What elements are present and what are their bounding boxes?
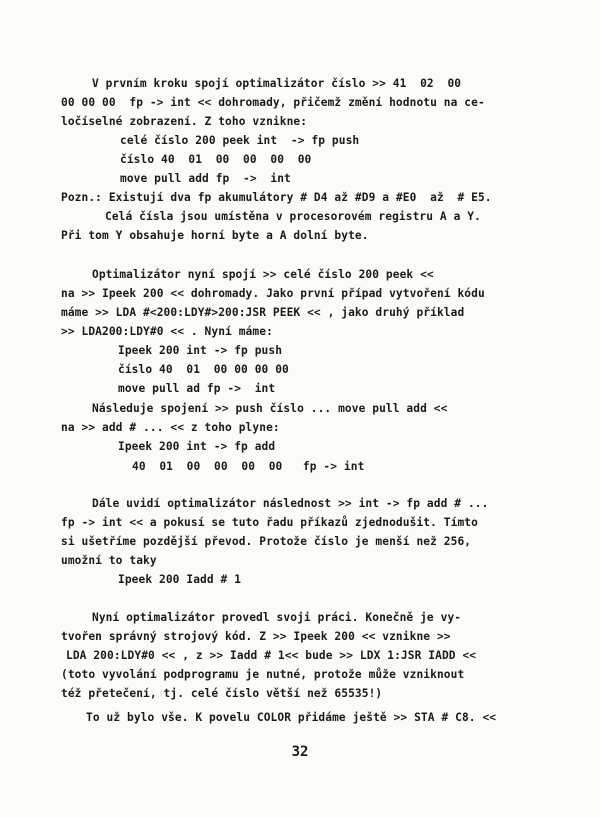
code-line-4: Ipeek 200 int -> fp push bbox=[118, 344, 283, 357]
paragraph-1-line-1: V prvním kroku spojí optimalizátor číslo >> 41 02 00 bbox=[92, 77, 462, 90]
paragraph-4-line-5: též přetečení, tj. celé číslo větší než 65535!) bbox=[61, 687, 383, 700]
paragraph-5-line-1: To už bylo vše. K povelu COLOR přidáme ještě >> STA # C8. << bbox=[86, 711, 497, 724]
code-line-8: 40 01 00 00 00 00 fp -> int bbox=[132, 460, 365, 473]
paragraph-2-line-1: Optimalizátor nyní spojí >> celé číslo 200 peek << bbox=[92, 268, 434, 281]
paragraph-1-line-2: 00 00 00 fp -> int << dohromady, přičemž změní hodnotu na ce- bbox=[61, 96, 485, 109]
note-line-3: Při tom Y obsahuje horní byte a A dolní byte. bbox=[61, 229, 369, 242]
paragraph-3-line-1: Dále uvidí optimalizátor následnost >> int -> fp add # ... bbox=[92, 497, 489, 510]
code-line-9: Ipeek 200 Iadd # 1 bbox=[118, 573, 242, 586]
paragraph-4-line-4: (toto vyvolání podprogramu je nutné, protože může vzniknout bbox=[61, 668, 465, 681]
note-line-1: Pozn.: Existují dva fp akumulátory # D4 až #D9 a #E0 až # E5. bbox=[61, 191, 492, 204]
paragraph-2-line-2: na >> Ipeek 200 << dohromady. Jako první případ vytvoření kódu bbox=[61, 287, 485, 300]
page-number: 32 bbox=[291, 744, 309, 760]
paragraph-4-line-1: Nyní optimalizátor provedl svoji práci. Konečně je vy- bbox=[92, 611, 462, 624]
paragraph-4-line-3: LDA 200:LDY#0 << , z >> Iadd # 1<< bude >> LDX 1:JSR IADD << bbox=[66, 649, 477, 662]
code-line-5: číslo 40 01 00 00 00 00 bbox=[118, 363, 289, 376]
paragraph-2-line-3: máme >> LDA #<200:LDY#>200:JSR PEEK << , jako druhý příklad bbox=[61, 306, 465, 319]
paragraph-3-line-4: umožní to taky bbox=[61, 554, 157, 567]
code-line-6: move pull ad fp -> int bbox=[118, 382, 276, 395]
paragraph-2-line-4: >> LDA200:LDY#0 << . Nyní máme: bbox=[61, 325, 273, 338]
paragraph-2-line-8: Následuje spojení >> push číslo ... move pull add << bbox=[92, 402, 448, 415]
paragraph-3-line-2: fp -> int << a pokusí se tuto řadu příkazů zjednodušit. Tímto bbox=[61, 516, 478, 529]
paragraph-1-line-3: ločíselné zobrazení. Z toho vznikne: bbox=[61, 115, 308, 128]
paragraph-3-line-3: si ušetříme pozdější převod. Protože číslo je menší než 256, bbox=[61, 535, 472, 548]
note-line-2: Celá čísla jsou umístěna v procesorovém registru A a Y. bbox=[105, 210, 481, 223]
code-line-7: Ipeek 200 int -> fp add bbox=[118, 440, 276, 453]
paragraph-2-line-9: na >> add # ... << z toho plyne: bbox=[61, 421, 280, 434]
paragraph-4-line-2: tvořen správný strojový kód. Z >> Ipeek 200 << vznikne >> bbox=[61, 630, 451, 643]
code-line-3: move pull add fp -> int bbox=[120, 172, 291, 185]
code-line-2: číslo 40 01 00 00 00 00 bbox=[120, 153, 312, 166]
code-line-1: celé číslo 200 peek int -> fp push bbox=[120, 134, 360, 147]
